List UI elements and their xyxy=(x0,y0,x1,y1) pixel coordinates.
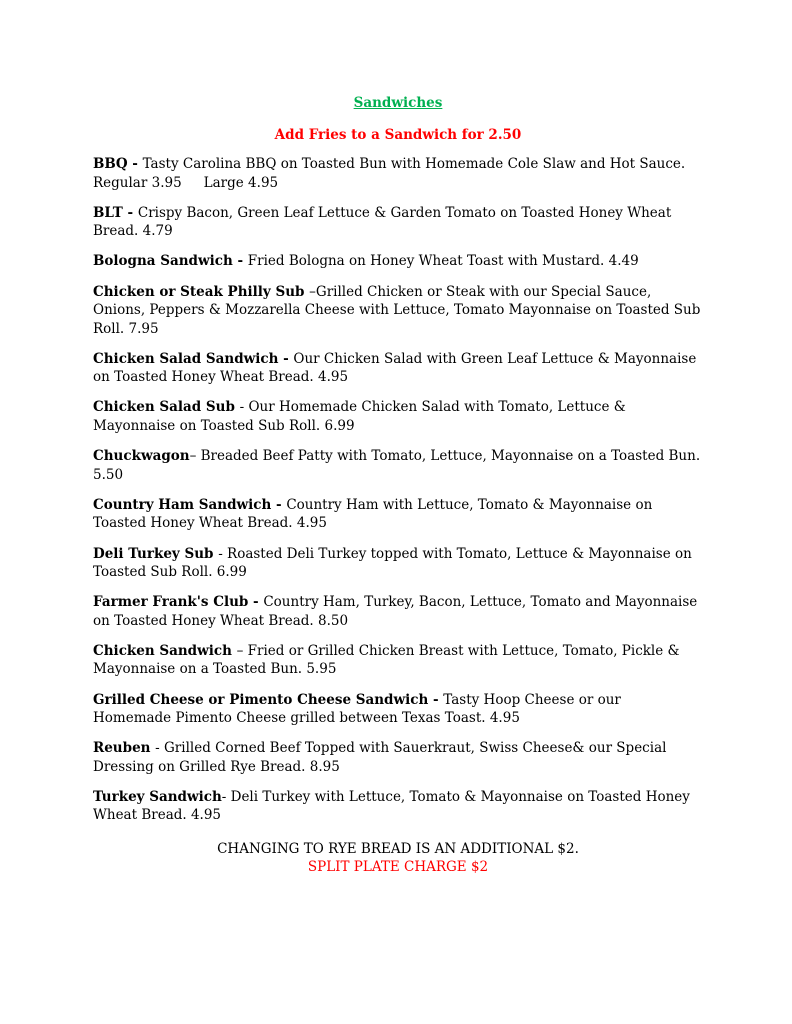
item-name: Chicken Sandwich xyxy=(93,642,237,659)
item-name: Grilled Cheese or Pimento Cheese Sandwich - xyxy=(93,691,444,708)
menu-item-chicken-salad-sub xyxy=(93,398,703,435)
menu-footer xyxy=(93,840,703,877)
menu-item-chicken-salad-sandwich xyxy=(93,350,703,387)
item-description: Country Ham, Turkey, Bacon, Lettuce, Tomato and Mayonnaise on Toasted Honey Wheat Bread. 8.50 xyxy=(93,594,698,629)
item-description: - Our Homemade Chicken Salad with Tomato, Lettuce & Mayonnaise on Toasted Sub Roll. 6.99 xyxy=(93,399,626,434)
menu-item-chicken-sandwich xyxy=(93,642,703,679)
item-name: Farmer Frank's Club - xyxy=(93,594,264,611)
menu-page xyxy=(93,94,703,877)
item-name: Deli Turkey Sub xyxy=(93,545,219,562)
menu-item-philly-sub xyxy=(93,283,703,339)
menu-item-country-ham-sandwich xyxy=(93,496,703,533)
menu-item-turkey-sandwich xyxy=(93,788,703,825)
menu-item-farmer-franks-club xyxy=(93,593,703,630)
item-price-large: Large 4.95 xyxy=(203,174,279,191)
item-description: – Fried or Grilled Chicken Breast with Lettuce, Tomato, Pickle & Mayonnaise on a Toasted Bun. 5.95 xyxy=(93,642,680,678)
menu-item-reuben xyxy=(93,739,703,776)
item-description: - Deli Turkey with Lettuce, Tomato & Mayonnaise on Toasted Honey Wheat Bread. 4.95 xyxy=(93,788,690,824)
item-name: Chicken Salad Sub xyxy=(93,399,240,416)
item-description: Tasty Carolina BBQ on Toasted Bun with Homemade Cole Slaw and Hot Sauce. xyxy=(142,156,686,172)
item-description: Fried Bologna on Honey Wheat Toast with Mustard. 4.49 xyxy=(247,253,639,270)
item-description: –Grilled Chicken or Steak with our Special Sauce, Onions, Peppers & Mozzarella Cheese with Lettuce, Tomato Mayonnaise on Toasted Sub Roll. 7.95 xyxy=(93,283,701,337)
fries-addon-note: Add Fries to a Sandwich for 2.50 xyxy=(274,127,522,143)
item-name: Turkey Sandwich xyxy=(93,788,222,805)
item-name: Reuben xyxy=(93,740,156,757)
item-description: Country Ham with Lettuce, Tomato & Mayonnaise on Toasted Honey Wheat Bread. 4.95 xyxy=(93,496,653,532)
item-name: Chicken or Steak Philly Sub xyxy=(93,283,310,300)
item-name: Chicken Salad Sandwich - xyxy=(93,350,294,367)
menu-title: Sandwiches xyxy=(353,95,443,111)
menu-item-blt xyxy=(93,204,703,241)
item-name: BLT - xyxy=(93,204,138,221)
item-name: Country Ham Sandwich - xyxy=(93,496,287,513)
menu-item-grilled-cheese xyxy=(93,691,703,728)
item-description: Tasty Hoop Cheese or our Homemade Pimento Cheese grilled between Texas Toast. 4.95 xyxy=(93,691,621,727)
menu-item-chuckwagon xyxy=(93,447,703,484)
split-plate-note: SPLIT PLATE CHARGE $2 xyxy=(307,859,489,876)
item-description: - Roasted Deli Turkey topped with Tomato, Lettuce & Mayonnaise on Toasted Sub Roll. 6.99 xyxy=(93,545,692,580)
item-description: Our Chicken Salad with Green Leaf Lettuce & Mayonnaise on Toasted Honey Wheat Bread. 4.95 xyxy=(93,350,697,386)
item-description: - Grilled Corned Beef Topped with Sauerkraut, Swiss Cheese& our Special Dressing on Grilled Rye Bread. 8.95 xyxy=(93,740,667,775)
item-name: Bologna Sandwich - xyxy=(93,253,248,270)
item-price-regular: Regular 3.95 xyxy=(93,174,182,191)
item-description: – Breaded Beef Patty with Tomato, Lettuce, Mayonnaise on a Toasted Bun. 5.50 xyxy=(93,448,701,483)
item-description: Crispy Bacon, Green Leaf Lettuce & Garden Tomato on Toasted Honey Wheat Bread. 4.79 xyxy=(93,204,672,240)
item-name: BBQ - xyxy=(93,156,143,172)
item-name: Chuckwagon xyxy=(93,448,190,465)
menu-item-bologna-sandwich xyxy=(93,252,703,271)
menu-item-bbq xyxy=(93,155,703,192)
menu-item-deli-turkey-sub xyxy=(93,545,703,582)
rye-bread-note: CHANGING TO RYE BREAD IS AN ADDITIONAL $2. xyxy=(217,840,579,857)
